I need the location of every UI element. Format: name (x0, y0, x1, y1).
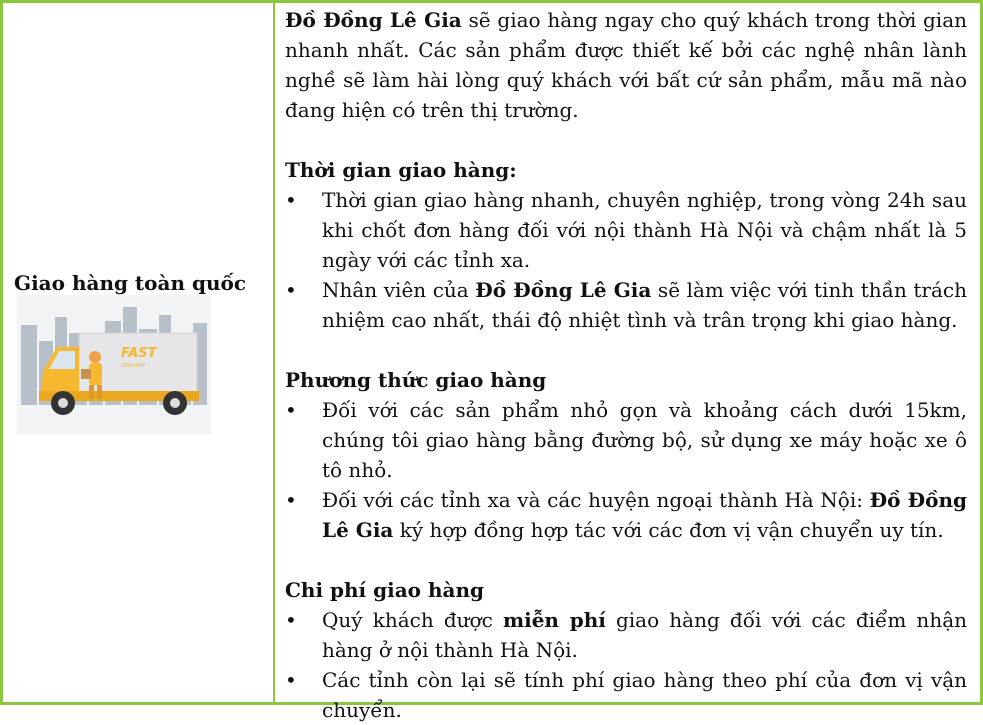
delivery-truck-image (17, 295, 211, 434)
cost-heading: Chi phí giao hàng (285, 578, 484, 602)
list-item: • Thời gian giao hàng nhanh, chuyên nghiệp, trong vòng 24h sau khi chốt đơn hàng đối với nội thành Hà Nội và chậm nhất là 5 ngày với các tỉnh xa. (285, 185, 967, 275)
free-shipping-emphasis: miễn phí (502, 608, 606, 632)
method-list (285, 395, 967, 545)
brand-name: Đồ Đồng Lê Gia (322, 488, 967, 542)
list-item: • Quý khách được miễn phí giao hàng đối với các điểm nhận hàng ở nội thành Hà Nội. (285, 605, 967, 665)
list-item: • Nhân viên của Đồ Đồng Lê Gia sẽ làm việc với tinh thần trách nhiệm cao nhất, thái độ nhiệt tình và trân trọng khi giao hàng. (285, 275, 967, 335)
truck-brand-text: FAST (121, 346, 157, 361)
brand-name: Đồ Đồng Lê Gia (285, 8, 462, 32)
truck-sub-text: DELIVERY (121, 363, 146, 369)
intro-text: sẽ giao hàng ngay cho quý khách trong thời gian nhanh nhất. Các sản phẩm được thiết kế bởi các nghệ nhân lành nghề sẽ làm hài lòng quý khách với bất cứ sản phẩm, mẫu mã nào đang hiện có trên thị trường. (285, 8, 967, 122)
shipping-info (285, 5, 967, 725)
list-item: • Đối với các tỉnh xa và các huyện ngoại thành Hà Nội: Đồ Đồng Lê Gia ký hợp đồng hợp tác với các đơn vị vận chuyển uy tín. (285, 485, 967, 545)
method-heading: Phương thức giao hàng (285, 368, 547, 392)
list-item: • Đối với các sản phẩm nhỏ gọn và khoảng cách dưới 15km, chúng tôi giao hàng bằng đường bộ, sử dụng xe máy hoặc xe ô tô nhỏ. (285, 395, 967, 485)
column-divider (273, 3, 275, 702)
shipping-title: Giao hàng toàn quốc (14, 271, 247, 295)
brand-name: Đồ Đồng Lê Gia (475, 278, 652, 302)
time-list (285, 185, 967, 335)
intro-paragraph (285, 5, 967, 125)
list-item: • Các tỉnh còn lại sẽ tính phí giao hàng theo phí của đơn vị vận chuyển. (285, 665, 967, 725)
cost-list (285, 605, 967, 725)
time-heading: Thời gian giao hàng: (285, 158, 517, 182)
